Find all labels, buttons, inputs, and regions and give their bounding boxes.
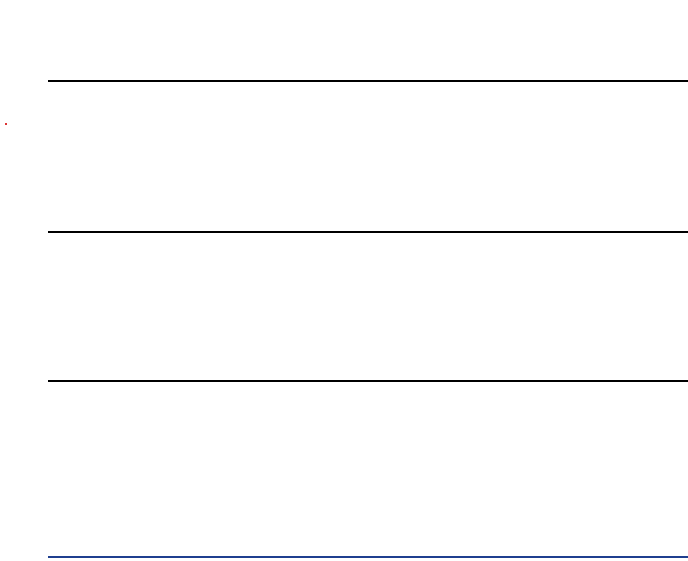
group-separator: [48, 231, 688, 233]
sheet-bottom-border: [48, 556, 688, 558]
group-separator: [48, 80, 688, 82]
group-separator: [48, 380, 688, 382]
stray-mark: [5, 123, 7, 125]
